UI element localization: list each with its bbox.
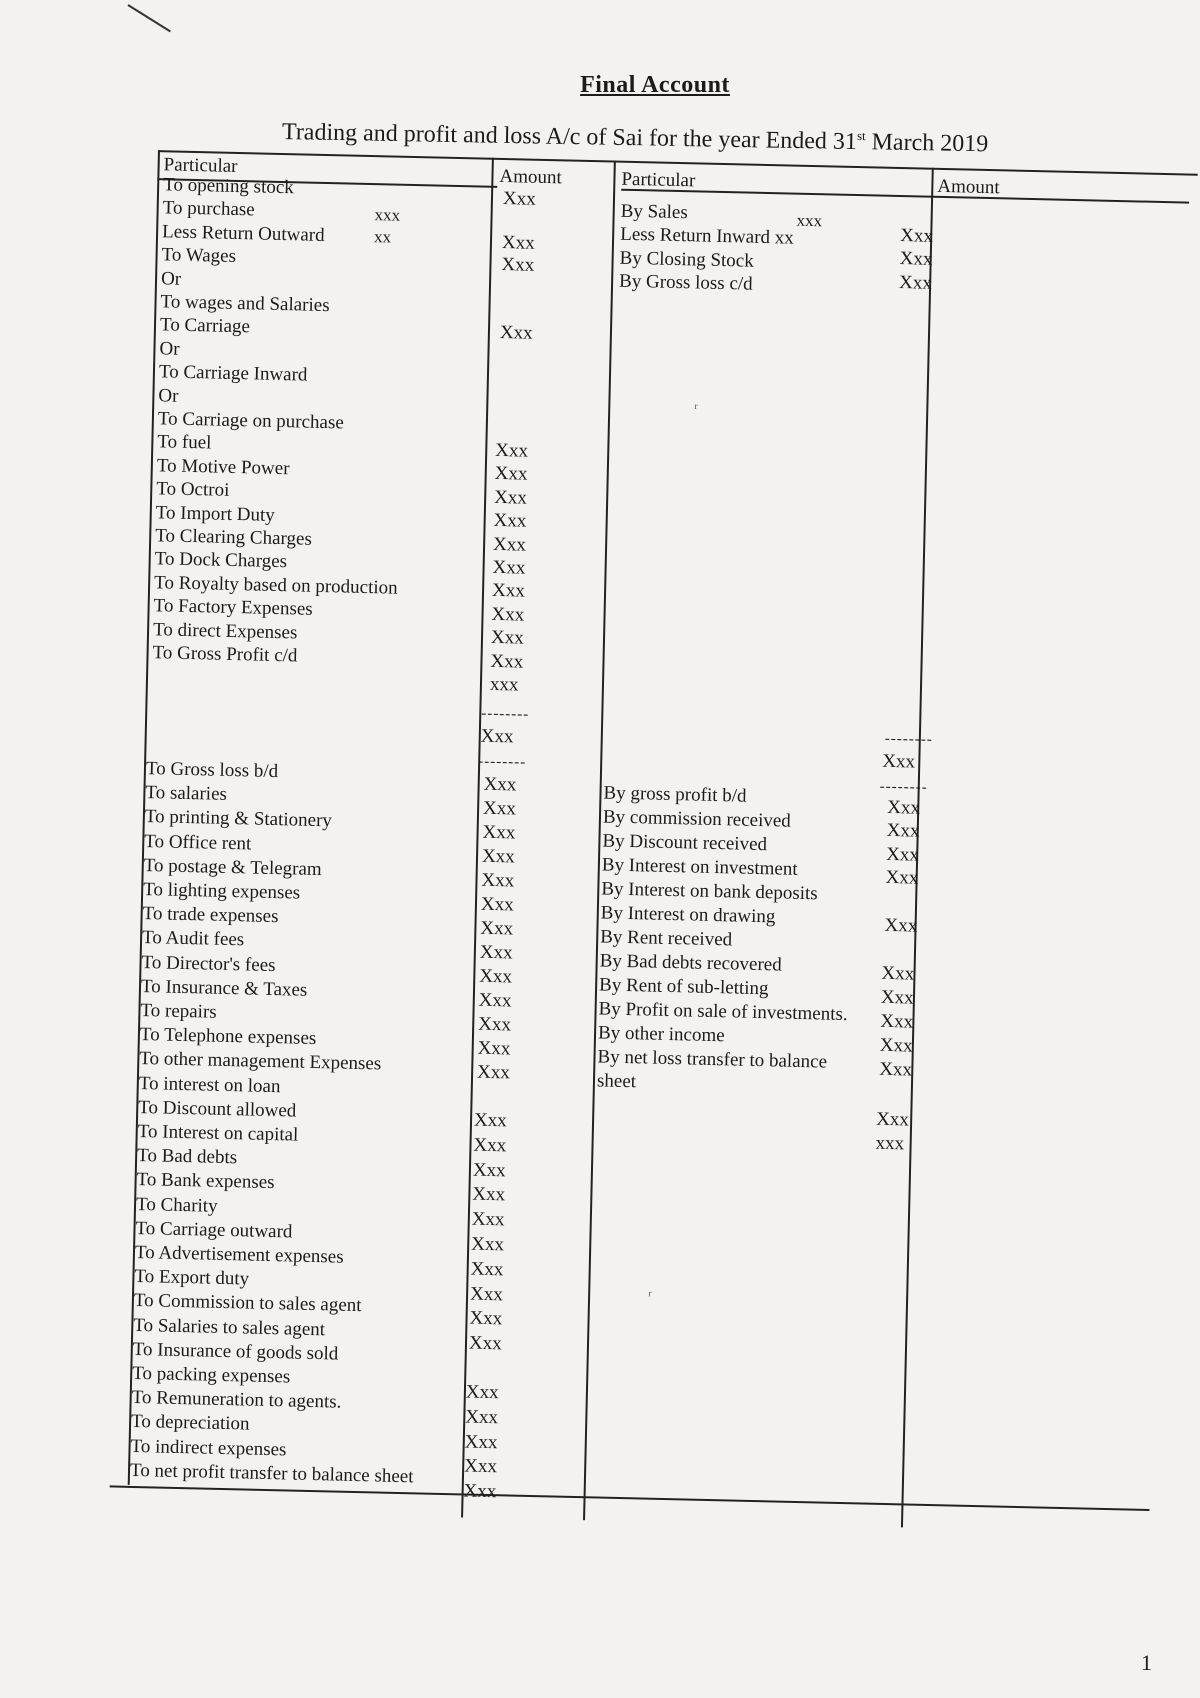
trading-debit-amount: Xxx [495,439,529,462]
pl-debit-item: To Gross loss b/d [145,758,279,783]
header-amount-left: Amount [499,165,562,189]
trading-debit-item: To wages and Salaries [160,291,330,317]
pl-debit-item: To Commission to sales agent [133,1290,362,1317]
trading-debit-item: To Wages [161,244,237,268]
pl-debit-item: To Bad debts [136,1145,238,1169]
subtitle-date: March 2019 [865,129,989,158]
trading-debit-item: To Gross Profit c/d [152,642,298,667]
trading-debit-amount: Xxx [490,650,524,673]
trading-credit-item: By Sales [620,200,688,224]
pl-debit-item: To Interest on capital [137,1120,299,1146]
trading-debit-item: Or [158,384,179,407]
pl-debit-item: To trade expenses [142,903,279,928]
trading-debit-item: Less Return Outward [161,221,325,246]
table-bottom-border [110,1485,1150,1510]
trading-debit-item: To Clearing Charges [155,525,313,550]
trading-debit-amount: Xxx [499,321,533,344]
pl-debit-item: To Audit fees [141,927,245,951]
pl-credit-amount: Xxx [879,1058,913,1081]
trading-debit-item: To Factory Expenses [153,595,313,620]
trading-debit-item: To Dock Charges [154,548,288,573]
pl-debit-item: To Director's fees [141,951,276,976]
pen-stroke-mark [127,4,170,32]
pl-debit-amount: Xxx [480,893,514,916]
account-table [116,150,1189,1658]
trading-debit-amount: Xxx [501,254,535,276]
pl-credit-item: By Rent of sub-letting [598,974,769,1000]
pl-debit-amount: Xxx [473,1134,507,1157]
pl-debit-amount: Xxx [469,1283,504,1305]
trading-debit-amount: Xxx [493,510,527,532]
account-subtitle [282,118,989,158]
pl-debit-amount: Xxx [469,1307,503,1330]
pl-credit-amount: Xxx [885,867,919,889]
pl-debit-amount: Xxx [468,1332,502,1355]
trading-debit-item: To Carriage [159,314,251,338]
pl-debit-amount: Xxx [481,845,516,868]
pl-debit-amount: Xxx [482,797,517,820]
pl-credit-amount: Xxx [880,986,914,1009]
trading-debit-item: To Motive Power [156,455,290,480]
pl-debit-item: To Export duty [134,1266,250,1290]
trading-debit-item: To Import Duty [155,501,275,526]
pl-debit-item: To packing expenses [132,1362,291,1388]
pl-credit-amount: xxx [875,1132,905,1155]
pl-credit-amount: Xxx [884,914,918,937]
pl-debit-item: To Insurance of goods sold [132,1338,339,1365]
trading-debit-item: To opening stock [162,174,295,199]
trading-debit-amount: Xxx [491,603,525,626]
pl-debit-item: To Telephone expenses [139,1024,317,1050]
trading-credit-amount: Xxx [899,248,933,271]
pl-credit-item: By Interest on drawing [600,902,776,928]
pl-debit-item: To Bank expenses [136,1169,275,1194]
trading-credit-item: By Closing Stock [619,247,754,272]
trading-debit-item: To Carriage Inward [158,361,308,386]
header-particular-right: Particular [621,168,696,192]
trading-debit-item: To Octroi [156,478,230,502]
purchase-amount: xxx [374,205,401,225]
pl-debit-item: To repairs [140,1000,217,1023]
pl-credit-amount: Xxx [875,1108,910,1131]
pl-debit-amount: Xxx [472,1183,506,1206]
trading-debit-item: To Carriage on purchase [157,408,345,434]
trading-total-left: Xxx [480,725,514,748]
pl-debit-amount: Xxx [479,965,513,988]
trading-debit-item: To purchase [162,197,255,221]
pl-debit-item: To Advertisement expenses [134,1241,344,1268]
header-amount-right: Amount [937,175,1000,199]
trading-credit-item: Less Return Inward xx [619,224,795,250]
pl-credit-amount: Xxx [887,796,921,819]
subtitle-text: Trading and profit and loss A/c of Sai for the year Ended 31 [281,119,858,156]
pl-debit-item: To Remuneration to agents. [131,1387,342,1413]
pl-debit-item: To interest on loan [138,1072,281,1097]
pl-credit-amount: Xxx [881,962,915,985]
pl-credit-item: By Bad debts recovered [599,950,782,976]
trading-debit-item: To Royalty based on production [153,572,398,599]
pl-debit-amount: Xxx [463,1480,497,1503]
header-divider-right [621,189,1189,203]
pl-credit-item: By Rent received [600,926,733,951]
pl-debit-amount: Xxx [476,1061,511,1084]
pl-debit-item: To other management Expenses [139,1048,382,1075]
pl-debit-amount: Xxx [465,1406,499,1429]
pl-credit-item: sheet [596,1070,637,1093]
pl-debit-item: To net profit transfer to balance sheet [129,1459,414,1488]
pl-debit-item: To Salaries to sales agent [133,1314,326,1340]
pl-credit-item: By Profit on sale of investments. [598,998,848,1026]
trading-credit-amount: Xxx [900,225,934,247]
trading-debit-amount: Xxx [492,556,526,579]
pl-debit-amount: Xxx [470,1258,504,1281]
pl-debit-amount: Xxx [482,821,516,844]
pl-credit-item: By Discount received [602,830,768,856]
trading-debit-amount: Xxx [492,533,527,556]
pl-debit-item: To postage & Telegram [143,854,322,880]
trading-total-right: Xxx [882,750,916,773]
pl-debit-amount: Xxx [483,773,517,796]
pl-debit-amount: Xxx [479,941,513,964]
trading-dashes-right-bottom: -------- [879,778,928,796]
pl-debit-amount: Xxx [463,1455,498,1478]
trading-debit-amount: Xxx [502,188,536,210]
pen-tick-mark: ʳ [647,1287,652,1305]
pl-debit-amount: Xxx [472,1159,506,1181]
pl-debit-amount: Xxx [480,917,514,940]
pl-credit-item: By gross profit b/d [603,782,747,807]
header-particular-left: Particular [163,154,238,177]
pl-credit-amount: Xxx [885,843,920,866]
trading-debit-item: To direct Expenses [152,618,298,644]
trading-debit-item: Or [160,267,182,290]
pl-debit-item: To Discount allowed [138,1096,297,1122]
trading-debit-item: To fuel [157,431,212,454]
trading-dashes-left-top: -------- [481,705,530,723]
return-outward-amount: xx [373,227,392,247]
pl-credit-item: By other income [597,1022,725,1047]
pl-debit-item: To Carriage outward [135,1217,293,1243]
pl-debit-amount: Xxx [465,1381,499,1404]
pl-debit-item: To lighting expenses [142,879,301,904]
pl-debit-amount: Xxx [481,869,515,892]
pl-debit-item: To depreciation [130,1411,250,1435]
trading-debit-amount: Xxx [491,580,526,603]
pl-debit-item: To Insurance & Taxes [140,975,308,1001]
pl-credit-amount: Xxx [880,1010,914,1033]
trading-debit-item: Or [159,338,180,360]
pl-debit-item: To salaries [145,782,228,806]
trading-debit-amount: Xxx [501,232,535,254]
pl-credit-amount: Xxx [879,1034,913,1057]
pl-debit-item: To indirect expenses [130,1435,287,1461]
pl-credit-item: By Interest on bank deposits [601,878,818,905]
page-title: Final Account [580,72,730,98]
pen-tick-mark: ʳ [694,400,698,418]
pl-credit-item: By commission received [602,806,792,832]
pl-credit-amount: Xxx [886,820,920,843]
trading-credit-item: By Gross loss c/d [618,270,753,295]
subtitle-superscript: st [856,128,866,144]
pl-debit-amount: Xxx [471,1208,505,1231]
trading-dashes-right-top: -------- [884,730,933,748]
pl-debit-item: To printing & Stationery [144,806,333,832]
page-number: 1 [1141,1650,1152,1675]
pl-credit-item: By net loss transfer to balance [597,1046,828,1073]
trading-debit-amount: Xxx [490,627,524,649]
pl-debit-amount: Xxx [478,1013,512,1036]
pl-debit-amount: Xxx [478,989,512,1012]
pl-debit-amount: Xxx [473,1109,508,1132]
pl-debit-amount: Xxx [464,1431,498,1453]
pl-credit-item: By Interest on investment [601,854,798,880]
sales-amount: xxx [796,210,823,231]
pl-debit-item: To Charity [135,1193,218,1217]
trading-credit-amount: Xxx [898,271,933,294]
trading-debit-amount: Xxx [493,486,528,509]
trading-dashes-left-bottom: -------- [478,753,527,771]
pl-debit-amount: Xxx [477,1037,511,1060]
trading-debit-amount: Xxx [494,463,528,486]
trading-debit-amount: xxx [489,673,519,696]
pl-debit-item: To Office rent [144,830,252,855]
pl-debit-amount: Xxx [471,1233,505,1256]
